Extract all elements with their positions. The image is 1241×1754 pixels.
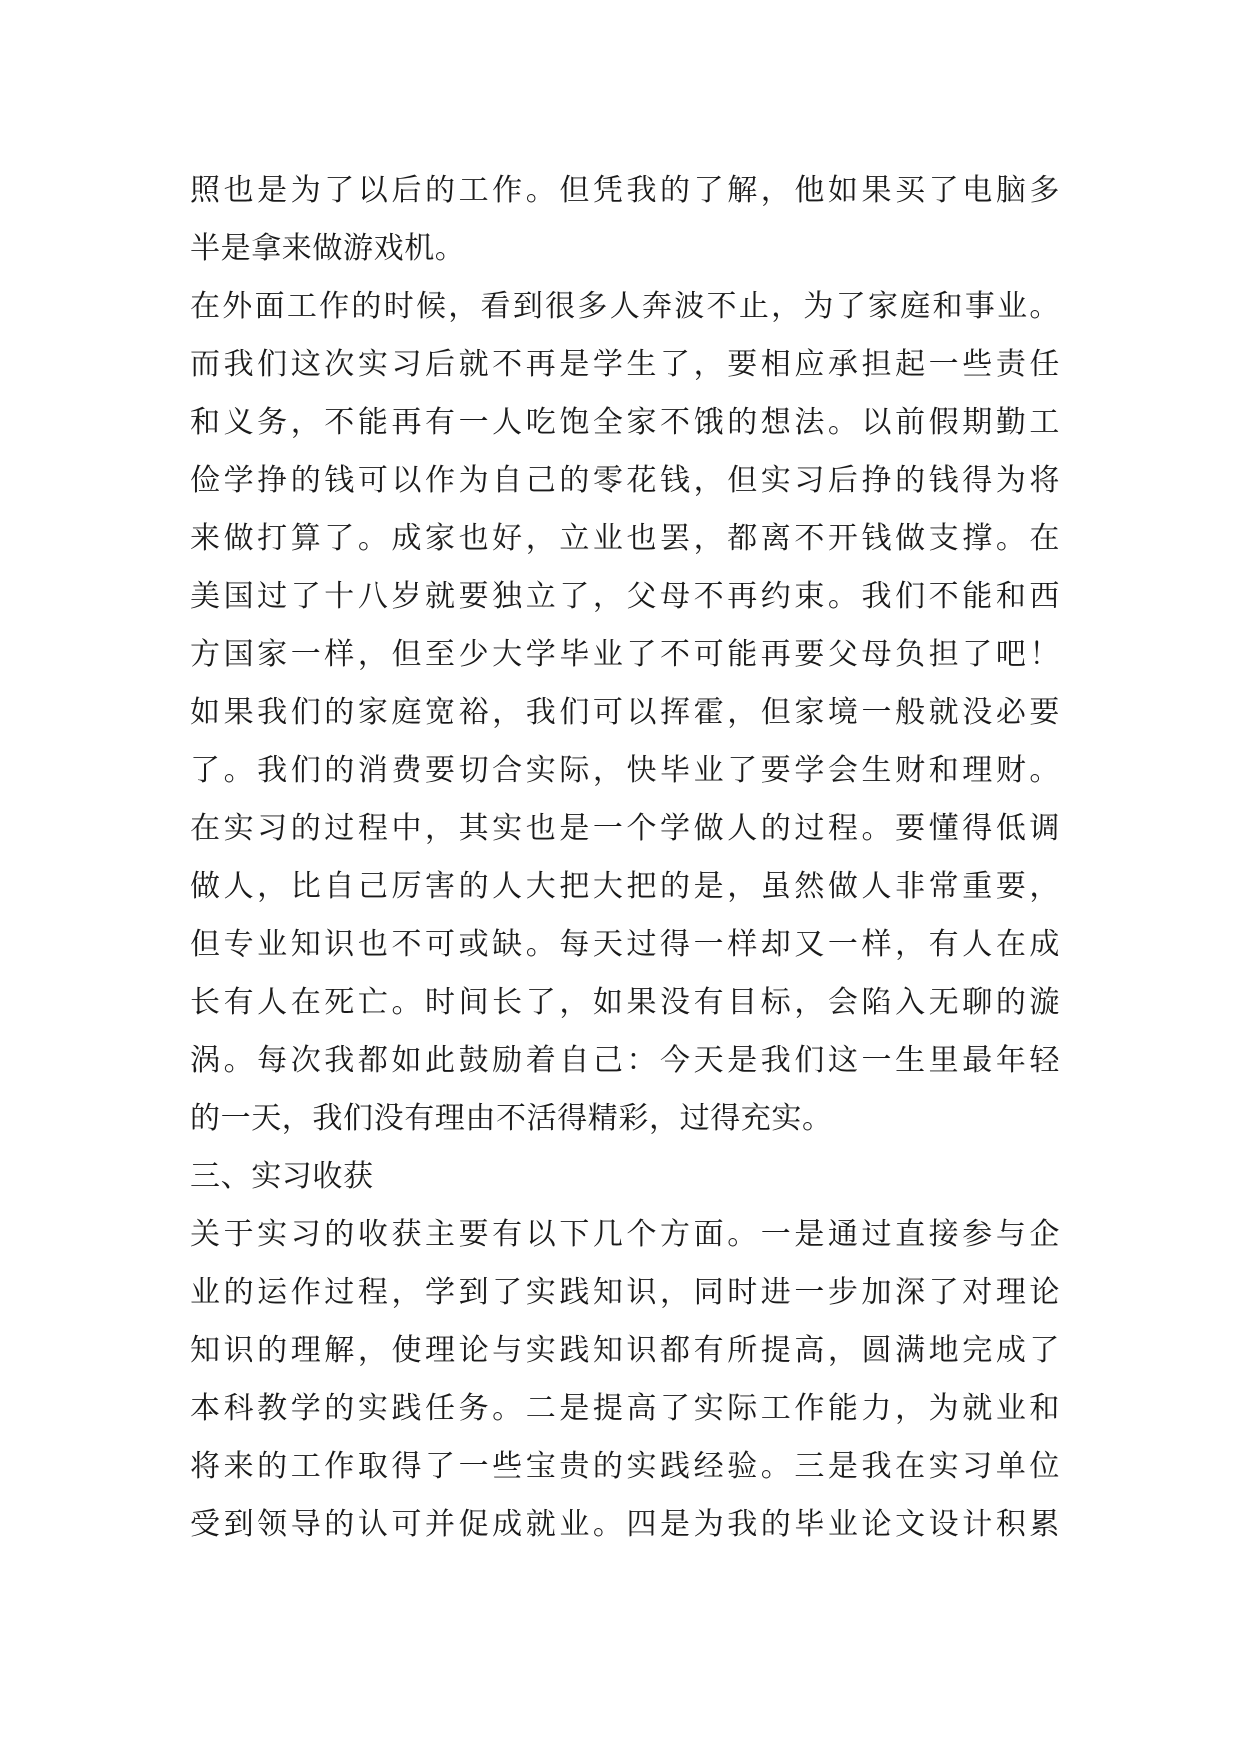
- text-line: 知识的理解，使理论与实践知识都有所提高，圆满地完成了: [190, 1333, 1060, 1368]
- text-line: 但专业知识也不可或缺。每天过得一样却又一样，有人在成: [190, 927, 1060, 962]
- section-heading: 三、实习收获: [190, 1159, 374, 1194]
- text-line: 将来的工作取得了一些宝贵的实践经验。三是我在实习单位: [190, 1449, 1060, 1484]
- text-line: 美国过了十八岁就要独立了，父母不再约束。我们不能和西: [190, 579, 1060, 614]
- text-line: 如果我们的家庭宽裕，我们可以挥霍，但家境一般就没必要: [190, 695, 1060, 730]
- text-line: 半是拿来做游戏机。: [190, 231, 466, 266]
- text-line: 方国家一样，但至少大学毕业了不可能再要父母负担了吧！: [190, 637, 1060, 672]
- text-line: 俭学挣的钱可以作为自己的零花钱，但实习后挣的钱得为将: [190, 463, 1060, 498]
- text-line: 和义务，不能再有一人吃饱全家不饿的想法。以前假期勤工: [190, 405, 1060, 440]
- text-line: 而我们这次实习后就不再是学生了，要相应承担起一些责任: [190, 347, 1060, 382]
- text-line: 在实习的过程中，其实也是一个学做人的过程。要懂得低调: [190, 811, 1060, 846]
- text-line: 了。我们的消费要切合实际，快毕业了要学会生财和理财。: [190, 753, 1060, 788]
- text-line: 业的运作过程，学到了实践知识，同时进一步加深了对理论: [190, 1275, 1060, 1310]
- text-line: 涡。每次我都如此鼓励着自己：今天是我们这一生里最年轻: [190, 1043, 1060, 1078]
- text-line: 关于实习的收获主要有以下几个方面。一是通过直接参与企: [190, 1217, 1060, 1252]
- text-line: 来做打算了。成家也好，立业也罢，都离不开钱做支撑。在: [190, 521, 1060, 556]
- text-line: 受到领导的认可并促成就业。四是为我的毕业论文设计积累: [190, 1507, 1060, 1542]
- text-line: 做人，比自己厉害的人大把大把的是，虽然做人非常重要，: [190, 869, 1060, 904]
- document-body: [190, 162, 1060, 1554]
- text-line: 长有人在死亡。时间长了，如果没有目标，会陷入无聊的漩: [190, 985, 1060, 1020]
- text-line: 本科教学的实践任务。二是提高了实际工作能力，为就业和: [190, 1391, 1060, 1426]
- text-line: 照也是为了以后的工作。但凭我的了解，他如果买了电脑多: [190, 173, 1060, 208]
- text-line: 在外面工作的时候，看到很多人奔波不止，为了家庭和事业。: [190, 289, 1060, 324]
- text-line: 的一天，我们没有理由不活得精彩，过得充实。: [190, 1101, 833, 1136]
